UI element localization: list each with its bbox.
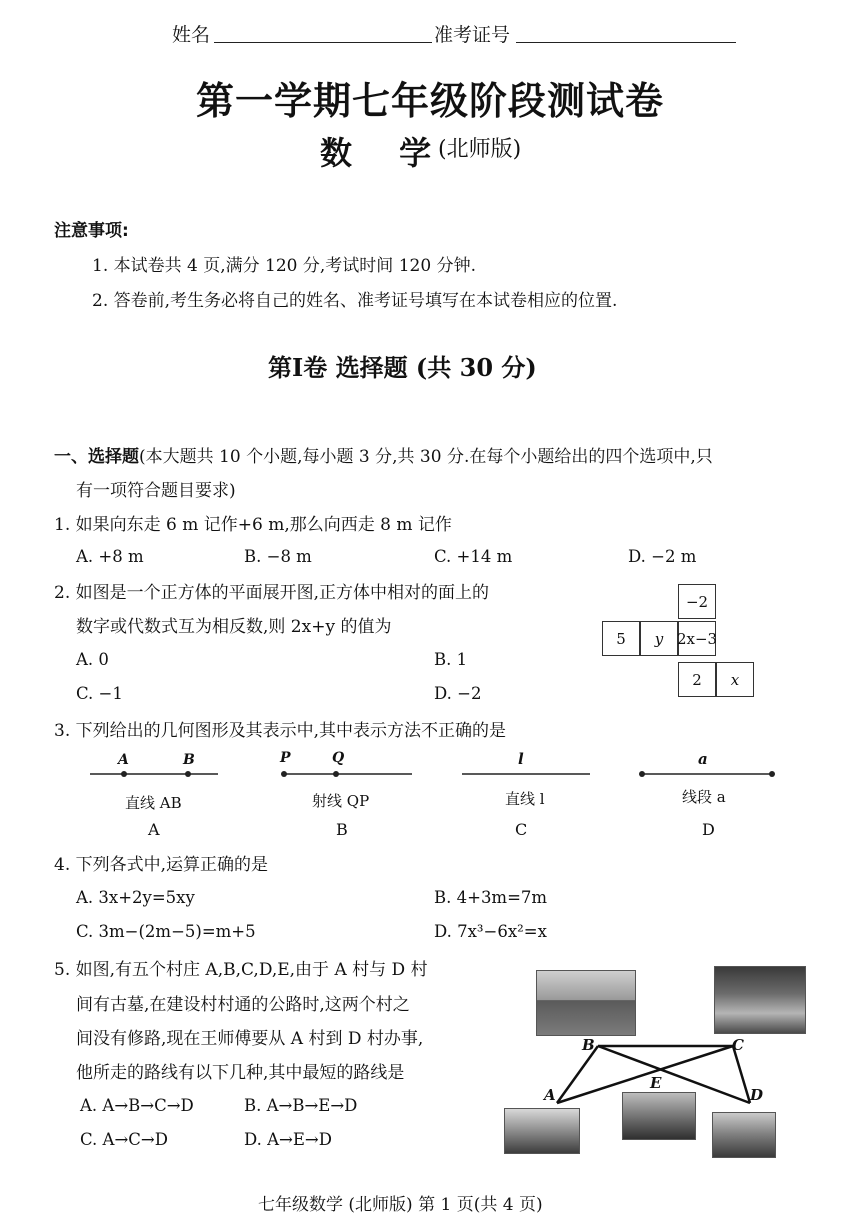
q2-option-c[interactable]: C. −1 (76, 684, 123, 703)
point-b (185, 771, 191, 777)
q1-option-b[interactable]: B. −8 m (244, 547, 312, 566)
segment-a-end (769, 771, 775, 777)
fig-label-p: P (280, 750, 291, 766)
q3-option-c[interactable]: C (515, 820, 528, 839)
village-label-a: A (544, 1086, 556, 1104)
road-c-d (733, 1046, 750, 1103)
notes-item: 2. 答卷前,考生务必将自己的姓名、准考证号填写在本试卷相应的位置. (92, 291, 618, 311)
road-b-d (598, 1046, 750, 1103)
village-label-d: D (750, 1086, 764, 1104)
notes-heading: 注意事项: (54, 221, 129, 241)
point-q (333, 771, 339, 777)
q5-option-b[interactable]: B. A→B→E→D (244, 1096, 358, 1115)
village-label-b: B (582, 1036, 595, 1054)
q4-option-b[interactable]: B. 4+3m=7m (434, 888, 548, 907)
q3-option-a[interactable]: A (148, 820, 160, 839)
fig-caption-a: 直线 AB (125, 794, 182, 812)
net-cell: −2 (678, 584, 716, 619)
page-title: 第一学期七年级阶段测试卷 (196, 79, 665, 123)
fig-label-b: B (183, 752, 195, 768)
road-a-c (557, 1046, 733, 1103)
q5-option-c[interactable]: C. A→C→D (80, 1130, 168, 1149)
q3-option-d[interactable]: D (702, 820, 715, 839)
q1-option-a[interactable]: A. +8 m (76, 547, 144, 566)
q4-option-d[interactable]: D. 7x³−6x²=x (434, 922, 547, 941)
question-5-line-2: 间有古墓,在建设村村通的公路时,这两个村之 (76, 995, 410, 1015)
village-label-e: E (650, 1074, 662, 1092)
fig-label-l: l (518, 750, 524, 768)
question-1-stem: 1. 如果向东走 6 m 记作+6 m,那么向西走 8 m 记作 (54, 515, 452, 535)
exam-id-label: 准考证号 (434, 24, 511, 46)
q4-option-c[interactable]: C. 3m−(2m−5)=m+5 (76, 922, 256, 941)
fig-label-a-seg: a (698, 750, 708, 768)
question-5-line-4: 他所走的路线有以下几种,其中最短的路线是 (76, 1063, 405, 1083)
notes-item: 1. 本试卷共 4 页,满分 120 分,考试时间 120 分钟. (92, 256, 476, 276)
edition-label: (北师版) (438, 137, 522, 162)
net-cell: 5 (602, 621, 640, 656)
q1-option-c[interactable]: C. +14 m (434, 547, 513, 566)
point-p (281, 771, 287, 777)
exam-id-field[interactable] (516, 18, 736, 43)
q5-option-a[interactable]: A. A→B→C→D (80, 1096, 194, 1115)
village-c-photo (714, 966, 806, 1034)
segment-a-start (639, 771, 645, 777)
question-3-stem: 3. 下列给出的几何图形及其表示中,其中表示方法不正确的是 (54, 721, 507, 741)
question-2-stem-2: 数字或代数式互为相反数,则 2x+y 的值为 (76, 617, 392, 637)
q4-option-a[interactable]: A. 3x+2y=5xy (76, 888, 195, 907)
q2-option-b[interactable]: B. 1 (434, 650, 468, 669)
net-cell: 2 (678, 662, 716, 697)
question-5-line-1: 5. 如图,有五个村庄 A,B,C,D,E,由于 A 村与 D 村 (54, 960, 428, 980)
question-4-stem: 4. 下列各式中,运算正确的是 (54, 855, 269, 875)
fig-label-a: A (118, 752, 129, 768)
q2-option-d[interactable]: D. −2 (434, 684, 482, 703)
part-description (54, 444, 713, 470)
road-a-b (557, 1046, 598, 1103)
fig-caption-b: 射线 QP (312, 792, 370, 810)
q3-option-b[interactable]: B (336, 820, 348, 839)
section-title: 第Ⅰ卷 选择题 (共 30 分) (268, 353, 537, 382)
village-b-photo (536, 970, 636, 1036)
page-footer: 七年级数学 (北师版) 第 1 页(共 4 页) (258, 1195, 543, 1215)
fig-label-q: Q (332, 750, 345, 766)
fig-caption-d: 线段 a (682, 788, 726, 806)
q1-option-d[interactable]: D. −2 m (628, 547, 697, 566)
subject-title: 数 学 (320, 134, 450, 172)
part-heading: 一、选择题 (54, 447, 139, 467)
net-cell: x (716, 662, 754, 697)
question-2-stem-1: 2. 如图是一个正方体的平面展开图,正方体中相对的面上的 (54, 583, 490, 603)
q2-option-a[interactable]: A. 0 (76, 650, 109, 669)
point-a (121, 771, 127, 777)
name-label: 姓名 (172, 24, 211, 46)
net-cell: y (640, 621, 678, 656)
net-cell: 2x−3 (678, 621, 716, 656)
part-desc-line1: (本大题共 10 个小题,每小题 3 分,共 30 分.在每个小题给出的四个选项中,只 (139, 447, 713, 467)
village-label-c: C (732, 1036, 744, 1054)
question-5-line-3: 间没有修路,现在王师傅要从 A 村到 D 村办事, (76, 1029, 424, 1049)
q5-option-d[interactable]: D. A→E→D (244, 1130, 332, 1149)
fig-caption-c: 直线 l (505, 790, 545, 808)
part-desc-line2: 有一项符合题目要求) (76, 481, 236, 501)
name-field[interactable] (214, 18, 432, 43)
